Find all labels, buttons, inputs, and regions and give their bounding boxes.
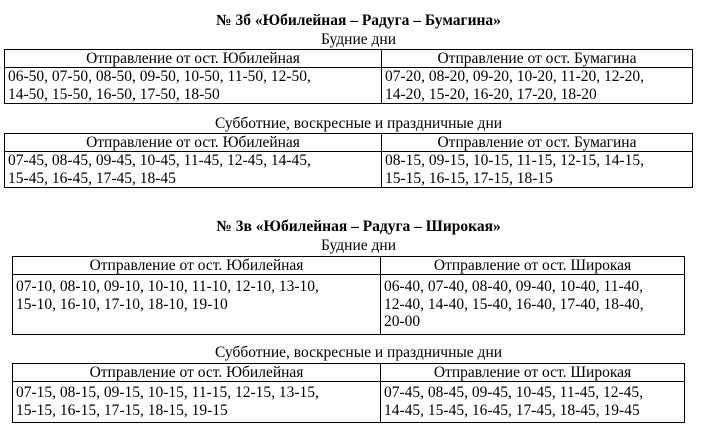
right-departure-times [381, 275, 685, 335]
times-line: 12-40, 14-40, 15-40, 16-40, 17-40, 18-40, [384, 295, 644, 313]
times-line: 15-10, 16-10, 17-10, 18-10, 19-10 [16, 295, 228, 313]
left-stop-header: Отправление от ост. Юбилейная [5, 134, 382, 152]
route-title-3b: № 3б «Юбилейная – Радуга – Бумагина» [216, 12, 501, 29]
weekday-table-3v [12, 256, 685, 335]
times-line: 15-45, 16-45, 17-45, 18-45 [8, 169, 176, 187]
times-line: 06-40, 07-40, 08-40, 09-40, 10-40, 11-40, [384, 278, 644, 295]
left-stop-header: Отправление от ост. Юбилейная [5, 50, 382, 68]
times-line: 07-45, 08-45, 09-45, 10-45, 11-45, 12-45, 14-45, [8, 152, 311, 169]
route-title-3v: № 3в «Юбилейная – Радуга – Широкая» [216, 218, 501, 235]
left-departure-times [13, 382, 381, 423]
right-stop-header: Отправление от ост. Широкая [381, 257, 685, 275]
weekday-table-3b [4, 49, 693, 104]
times-line: 14-45, 15-45, 16-45, 17-45, 18-45, 19-45 [384, 401, 640, 419]
times-line: 07-45, 08-45, 09-45, 10-45, 11-45, 12-45, [384, 384, 644, 401]
table-row [13, 275, 685, 335]
table-row [5, 68, 693, 104]
weekend-table-3b [4, 133, 693, 188]
times-line: 15-15, 16-15, 17-15, 18-15 [385, 169, 553, 187]
weekend-table-3v [12, 363, 685, 423]
times-line: 06-50, 07-50, 08-50, 09-50, 10-50, 11-50, 12-50, [8, 68, 311, 85]
left-departure-times [5, 152, 382, 188]
weekend-caption-3v: Субботние, воскресные и праздничные дни [214, 344, 503, 361]
times-line: 20-00 [384, 313, 421, 330]
times-line: 14-50, 15-50, 16-50, 17-50, 18-50 [8, 85, 220, 103]
right-stop-header: Отправление от ост. Бумагина [382, 50, 693, 68]
table-header-row [13, 257, 685, 275]
right-departure-times [382, 68, 693, 104]
left-stop-header: Отправление от ост. Юбилейная [13, 364, 381, 382]
right-departure-times [381, 382, 685, 423]
left-departure-times [13, 275, 381, 335]
times-line: 07-15, 08-15, 09-15, 10-15, 11-15, 12-15, 13-15, [16, 384, 319, 401]
table-header-row [5, 134, 693, 152]
table-row [5, 152, 693, 188]
right-stop-header: Отправление от ост. Широкая [381, 364, 685, 382]
times-line: 14-20, 15-20, 16-20, 17-20, 18-20 [385, 85, 597, 103]
left-stop-header: Отправление от ост. Юбилейная [13, 257, 381, 275]
left-departure-times [5, 68, 382, 104]
right-stop-header: Отправление от ост. Бумагина [382, 134, 693, 152]
weekend-caption-3b: Субботние, воскресные и праздничные дни [214, 115, 503, 132]
times-line: 15-15, 16-15, 17-15, 18-15, 19-15 [16, 401, 228, 419]
times-line: 07-10, 08-10, 09-10, 10-10, 11-10, 12-10, 13-10, [16, 278, 319, 295]
table-row [13, 382, 685, 423]
table-header-row [13, 364, 685, 382]
times-line: 07-20, 08-20, 09-20, 10-20, 11-20, 12-20, [385, 68, 645, 85]
right-departure-times [382, 152, 693, 188]
weekday-caption-3v: Будние дни [321, 237, 396, 254]
times-line: 08-15, 09-15, 10-15, 11-15, 12-15, 14-15, [385, 152, 645, 169]
table-header-row [5, 50, 693, 68]
weekday-caption-3b: Будние дни [321, 31, 396, 48]
